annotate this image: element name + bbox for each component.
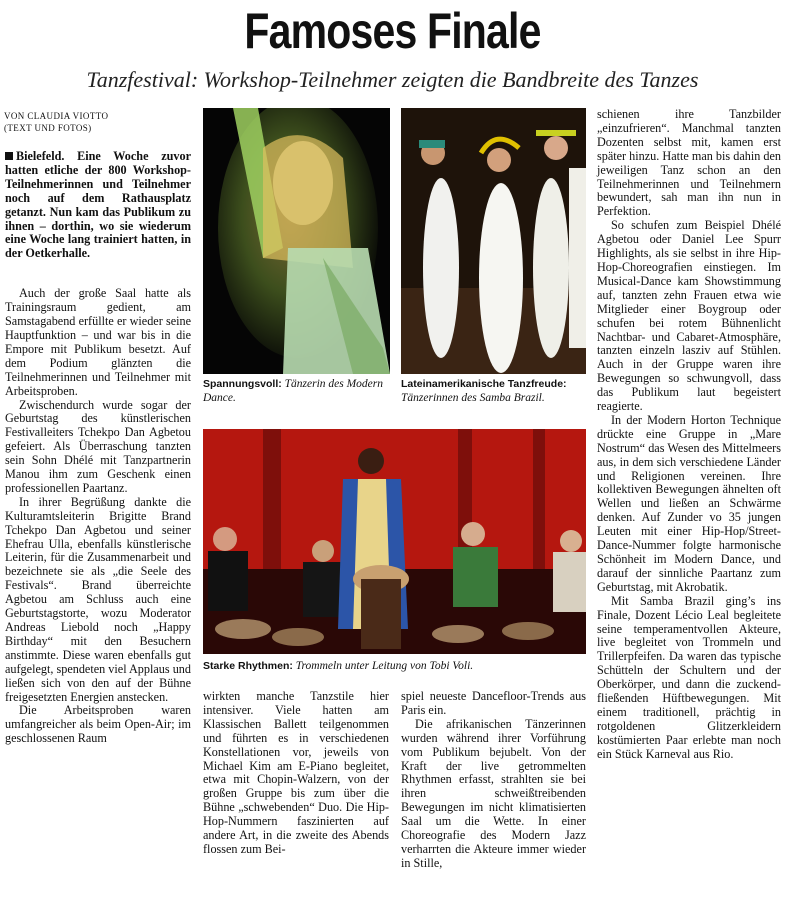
caption-text: Tänzerin des Modern Dance. bbox=[203, 378, 384, 404]
dateline: Bielefeld. bbox=[16, 149, 65, 163]
lead-paragraph bbox=[5, 150, 191, 261]
byline bbox=[4, 110, 194, 134]
caption-label: Spannungsvoll: bbox=[203, 378, 282, 390]
caption-photo-2 bbox=[401, 378, 589, 405]
caption-text: Trommeln unter Leitung von Tobi Voli. bbox=[295, 660, 474, 672]
caption-photo-3 bbox=[203, 660, 586, 674]
subheadline: Tanzfestival: Workshop-Teilnehmer zeigten die Bandbreite des Tanzes bbox=[86, 67, 699, 92]
paragraph: schienen ihre Tanzbilder „einzufrieren“. Manchmal tanzten Dozenten selbst mit, kamen erst später hinzu. Hatte man bis dahin den jeweiligen Tanz schon an den Teilnehmerinnen und Teilnehmern bewundert, sah man ihn nun in Perfektion. bbox=[597, 107, 781, 219]
paragraph: In ihrer Begrüßung dankte die Kulturamtsleiterin Brigitte Brand Tchekpo Dan Agbetou und seiner Ehefrau Ulla, ebenfalls künstlerische Leiterin, für die Zusammenarbeit und bezeichnete sie als „die Seele des Festivals“. Brand überreichte Agbetou am Schluss auch eine Geburtstagstorte, wozu Moderator Andreas Liebold noch „Happy Birthday“ mit den Besuchern anstimmte. Diese waren ebenfalls gut aufgelegt, spendeten viel Applaus und ließen sich von den auf der Bühne freigesetzten Energien anstecken. bbox=[5, 494, 191, 704]
caption-text: Tänzerinnen des Samba Brazil. bbox=[401, 391, 545, 404]
paragraph: So schufen zum Beispiel Dhélé Agbetou oder Daniel Lee Spurr Highlights, als sie selbst in ihre Hip-Hop-Choreografien einstiegen. Im Musical-Dance kam Showstimmung auf, tanzten zehn Frauen etwa wie Mitglieder einer Boygroup oder schufen bei rotem Bühnenlicht Nachtbar- und Cabaret-Atmosphäre, tanzten einzeln lasziv auf Stühlen. Auch in der Gruppe waren ihre Bewegungen so schwungvoll, dass das Publikum laut begeistert reagierte. bbox=[597, 218, 781, 414]
bullet-square-icon bbox=[5, 152, 13, 160]
paragraph: Mit Samba Brazil ging’s ins Finale, Dozent Lécio Leal begleitete seine temperamentvollen Akteure, live begleitet von Trommeln und Trillerpfeifen. Da waren das typische Schütteln der Schultern und der Oberkörper, und dann die zuckend-fließenden Hüftbewegungen. Mit einem traditionell, prächtig in rotgoldenen Glitzerkleidern kostümierten Paar erlebte man noch ein Stück Karneval aus Rio. bbox=[597, 593, 781, 761]
byline-author: VON CLAUDIA VIOTTO bbox=[4, 111, 109, 121]
paragraph: Die afrikanischen Tänzerinnen wurden während ihrer Vorführung vom Publikum bejubelt. Von der Kraft der live getrommelten Rhythmen erfasst, strahlten sie bei ihren schweißtreibenden Bewegungen im nicht klimatisierten Saal um die Wette. In einer Choreografie des Modern Jazz verharrten die Akteure immer wieder in Stille, bbox=[401, 716, 586, 870]
headline: Famoses Finale bbox=[244, 3, 541, 59]
lead-text: Eine Woche zuvor hatten etliche der 800 Workshop-Teilnehmerinnen und Teilnehmer noch auf dem Rathausplatz getanzt. Nun kam das Publikum zu ihnen – dorthin, wo sie wiederum eine Woche lang trainiert hatten, in der Oetkerhalle. bbox=[5, 149, 191, 261]
photo-modern-dance bbox=[203, 108, 390, 374]
photo-drummers-image bbox=[203, 429, 586, 654]
photo-drummers bbox=[203, 429, 586, 654]
paragraph: Die Arbeitsproben waren umfangreicher als beim Open-Air; im geschlossenen Raum bbox=[5, 703, 191, 746]
article-column-2 bbox=[203, 690, 389, 857]
photo-samba-brazil-image bbox=[401, 108, 586, 374]
paragraph: Auch der große Saal hatte als Trainingsraum gedient, am Samstagabend erfüllte er wieder seine Hauptfunktion – und war bis in die Empore mit Publikum besetzt. Auf dem Podium glänzten die Teilnehmerinnen und Teilnehmer mit Arbeitsproben. bbox=[5, 286, 191, 398]
caption-photo-1 bbox=[203, 378, 393, 405]
article-column-3 bbox=[401, 690, 586, 871]
caption-label: Starke Rhythmen: bbox=[203, 660, 293, 672]
caption-label: Lateinamerikanische Tanzfreude: bbox=[401, 378, 567, 390]
paragraph: Zwischendurch wurde sogar der Geburtstag des künstlerischen Festivalleiters Tchekpo Dan Agbetou gefeiert. Als Überraschung tanzten sein Sohn Dhélé mit Tanzpartnerin Manou ihm zum Geschenk einen professionellen Paartanz. bbox=[5, 397, 191, 495]
byline-credit: (TEXT UND FOTOS) bbox=[4, 123, 92, 133]
paragraph: In der Modern Horton Technique drückte eine Gruppe in „Mare Nostrum“ das Wesen des Mittelmeers aus, in dem sich verschiedene Länder und Religionen vereinen. Ihre kollektiven Bewegungen ähnelten oft Wellen und ließen an Schwärme denken. Auf Zunder vo 35 jungen Leuten mit einer Hip-Hop/Street-Dance-Nummer folgte harmonische Schönheit im Modern Dance, und darauf der sinnliche Paartanz zum Geburtstag, mit Akrobatik. bbox=[597, 412, 781, 594]
article-column-4 bbox=[597, 108, 781, 762]
paragraph: wirkten manche Tanzstile hier intensiver. Viele hatten am Klassischen Ballett teilgenommen und führten es in verschiedenen Konstellationen vor, jeweils von Michael Kim am E-Piano begleitet, etwa mit Chopin-Walzern, von der großen Gruppe bis zum über die Bühne „schwebenden“ Duo. Die Hip-Hop-Nummern faszinierten auf andere Art, in die zweite des Abends flossen zum Bei- bbox=[203, 689, 389, 856]
photo-modern-dance-image bbox=[203, 108, 390, 374]
photo-samba-brazil bbox=[401, 108, 586, 374]
paragraph: spiel neueste Dancefloor-Trends aus Paris ein. bbox=[401, 689, 586, 717]
article-column-1 bbox=[5, 150, 191, 746]
